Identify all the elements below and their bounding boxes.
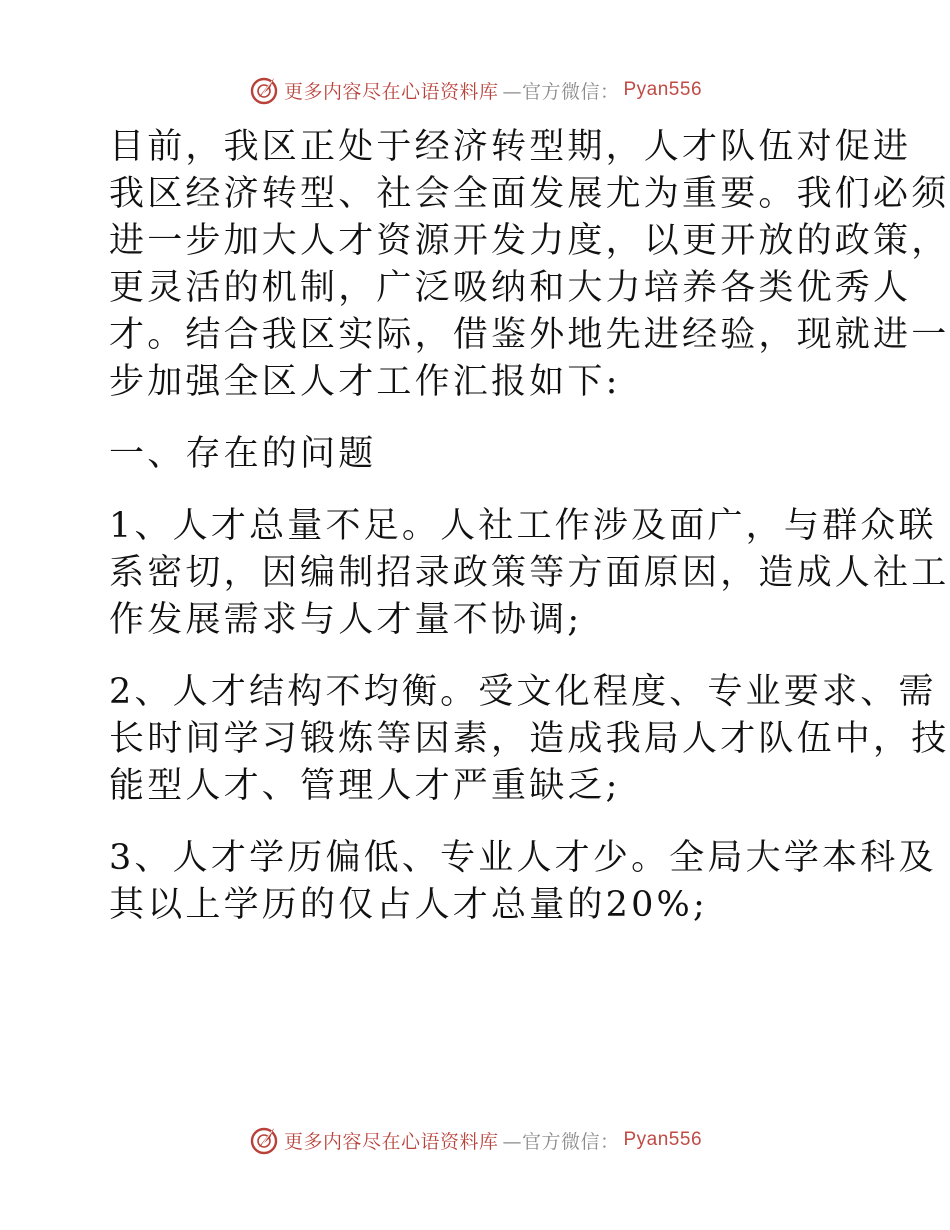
text-line: 才。结合我区实际，借鉴外地先进经验，现就进一 bbox=[109, 315, 950, 355]
text-line: 2、人才结构不均衡。受文化程度、专业要求、需 bbox=[109, 672, 937, 712]
text-line: 步加强全区人才工作汇报如下: bbox=[109, 362, 621, 402]
section-heading bbox=[97, 431, 857, 478]
text-line: 我区经济转型、社会全面发展尤为重要。我们必须 bbox=[109, 174, 950, 214]
text-line: 其以上学历的仅占人才总量的20%; bbox=[109, 885, 708, 925]
watermark-group bbox=[248, 74, 702, 106]
problem-item-2 bbox=[97, 669, 950, 810]
watermark-text: 更多内容尽在心语资料库 bbox=[283, 1130, 499, 1153]
problem-item-1 bbox=[97, 503, 950, 644]
watermark-wechat-id: Pyan556 bbox=[623, 1129, 703, 1150]
watermark-wechat-id: Pyan556 bbox=[623, 79, 703, 100]
quill-logo-icon bbox=[248, 1124, 280, 1156]
text-line: 1、人才总量不足。人社工作涉及面广，与群众联 bbox=[109, 506, 937, 546]
watermark-text: 更多内容尽在心语资料库 bbox=[283, 80, 499, 103]
intro-paragraph bbox=[97, 124, 950, 406]
text-line: 3、人才学历偏低、专业人才少。全局大学本科及 bbox=[109, 838, 937, 878]
text-line: 能型人才、管理人才严重缺乏; bbox=[109, 766, 621, 806]
problem-item-3 bbox=[97, 835, 937, 929]
watermark-official-label: —官方微信： bbox=[502, 80, 620, 103]
text-line: 更灵活的机制，广泛吸纳和大力培养各类优秀人 bbox=[109, 268, 912, 308]
text-line: 系密切，因编制招录政策等方面原因，造成人社工 bbox=[109, 553, 950, 593]
header-watermark-banner bbox=[0, 70, 950, 110]
text-line: 作发展需求与人才量不协调; bbox=[109, 600, 583, 640]
text-line: 长时间学习锻炼等因素，造成我局人才队伍中，技 bbox=[109, 719, 950, 759]
text-line: 进一步加大人才资源开发力度，以更开放的政策， bbox=[109, 221, 950, 261]
watermark-group bbox=[248, 1124, 702, 1156]
quill-logo-icon bbox=[248, 74, 280, 106]
watermark-official-label: —官方微信： bbox=[502, 1130, 620, 1153]
heading-text: 一、存在的问题 bbox=[109, 434, 377, 474]
text-line: 目前，我区正处于经济转型期，人才队伍对促进 bbox=[109, 127, 912, 167]
footer-watermark-banner bbox=[0, 1120, 950, 1160]
document-body bbox=[97, 124, 950, 929]
